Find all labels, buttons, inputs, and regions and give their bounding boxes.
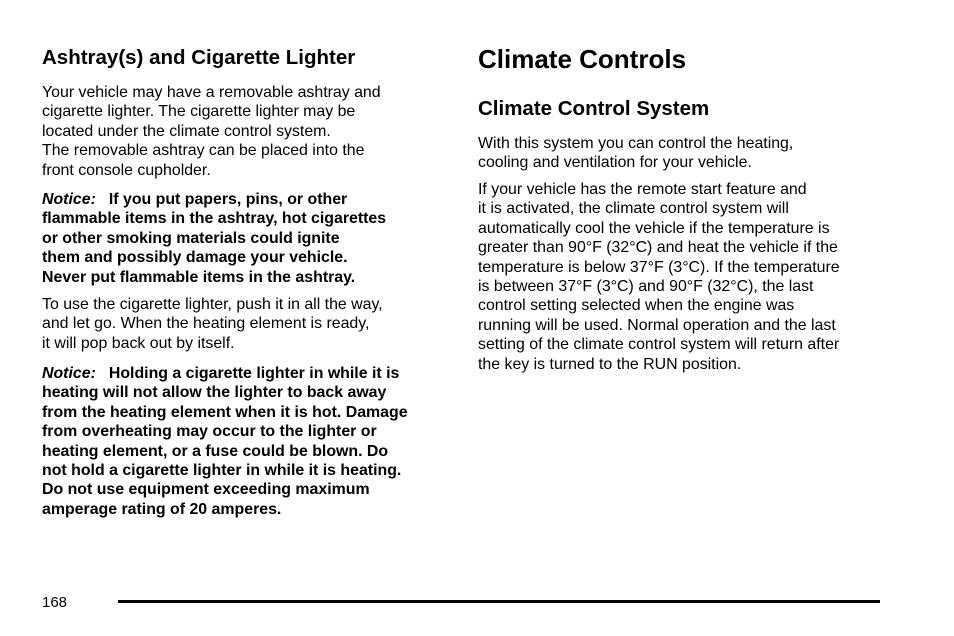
- text-line: Do not use equipment exceeding maximum: [42, 481, 370, 499]
- text-line: them and possibly damage your vehicle.: [42, 249, 348, 267]
- text-line: cigarette lighter. The cigarette lighter may be: [42, 103, 356, 121]
- text-line: cooling and ventilation for your vehicle.: [478, 154, 752, 172]
- text-line: If your vehicle has the remote start feature and: [478, 181, 807, 198]
- text-line: amperage rating of 20 amperes.: [42, 500, 282, 518]
- text-line: control setting selected when the engine was: [478, 297, 795, 315]
- text-line: Holding a cigarette lighter in while it is: [108, 365, 400, 382]
- text-line: it will pop back out by itself.: [42, 334, 235, 352]
- text-line: it is activated, the climate control system will: [478, 200, 789, 218]
- paragraph-ashtray-intro: [42, 83, 452, 180]
- page-number: 168: [42, 594, 68, 611]
- text-line: flammable items in the ashtray, hot cigarettes: [42, 210, 387, 228]
- text-line: heating element, or a fuse could be blown. Do: [42, 442, 389, 460]
- text-line: located under the climate control system.: [42, 122, 331, 140]
- text-line: the key is turned to the RUN position.: [478, 355, 742, 373]
- text-line: To use the cigarette lighter, push it in all the way,: [42, 296, 383, 313]
- page-title: Climate Controls: [478, 44, 687, 74]
- text-line: The removable ashtray can be placed into the: [42, 142, 365, 160]
- text-line: heating will not allow the lighter to back away: [42, 384, 387, 402]
- text-line: greater than 90°F (32°C) and heat the vehicle if the: [478, 239, 838, 257]
- text-line: running will be used. Normal operation and the last: [478, 316, 836, 334]
- notice-label: Notice:: [42, 191, 96, 208]
- paragraph-climate-intro: [478, 134, 888, 173]
- text-line: or other smoking materials could ignite: [42, 229, 340, 247]
- notice-lighter-damage: [42, 364, 452, 519]
- text-line: from overheating may occur to the lighter or: [42, 423, 377, 441]
- text-line: not hold a cigarette lighter in while it is heating.: [42, 462, 402, 480]
- paragraph-lighter-usage: [42, 295, 452, 353]
- paragraph-remote-start: [478, 180, 888, 374]
- text-line: With this system you can control the heating,: [478, 135, 794, 152]
- notice-flammable-items: [42, 190, 452, 287]
- text-line: front console cupholder.: [42, 161, 211, 179]
- text-line: If you put papers, pins, or other: [108, 191, 348, 208]
- text-line: automatically cool the vehicle if the temperature is: [478, 219, 830, 237]
- notice-label: Notice:: [42, 365, 96, 382]
- text-line: is between 37°F (3°C) and 90°F (32°C), the last: [478, 278, 814, 296]
- text-line: and let go. When the heating element is ready,: [42, 315, 370, 333]
- text-line: temperature is below 37°F (3°C). If the temperature: [478, 258, 840, 276]
- text-line: Never put flammable items in the ashtray.: [42, 268, 356, 286]
- text-line: setting of the climate control system will return after: [478, 336, 840, 354]
- text-line: Your vehicle may have a removable ashtray and: [42, 84, 381, 101]
- text-line: from the heating element when it is hot. Damage: [42, 403, 408, 421]
- section-heading-climate-system: Climate Control System: [478, 97, 710, 120]
- section-heading-ashtray: Ashtray(s) and Cigarette Lighter: [42, 46, 356, 69]
- footer-rule: [118, 600, 880, 603]
